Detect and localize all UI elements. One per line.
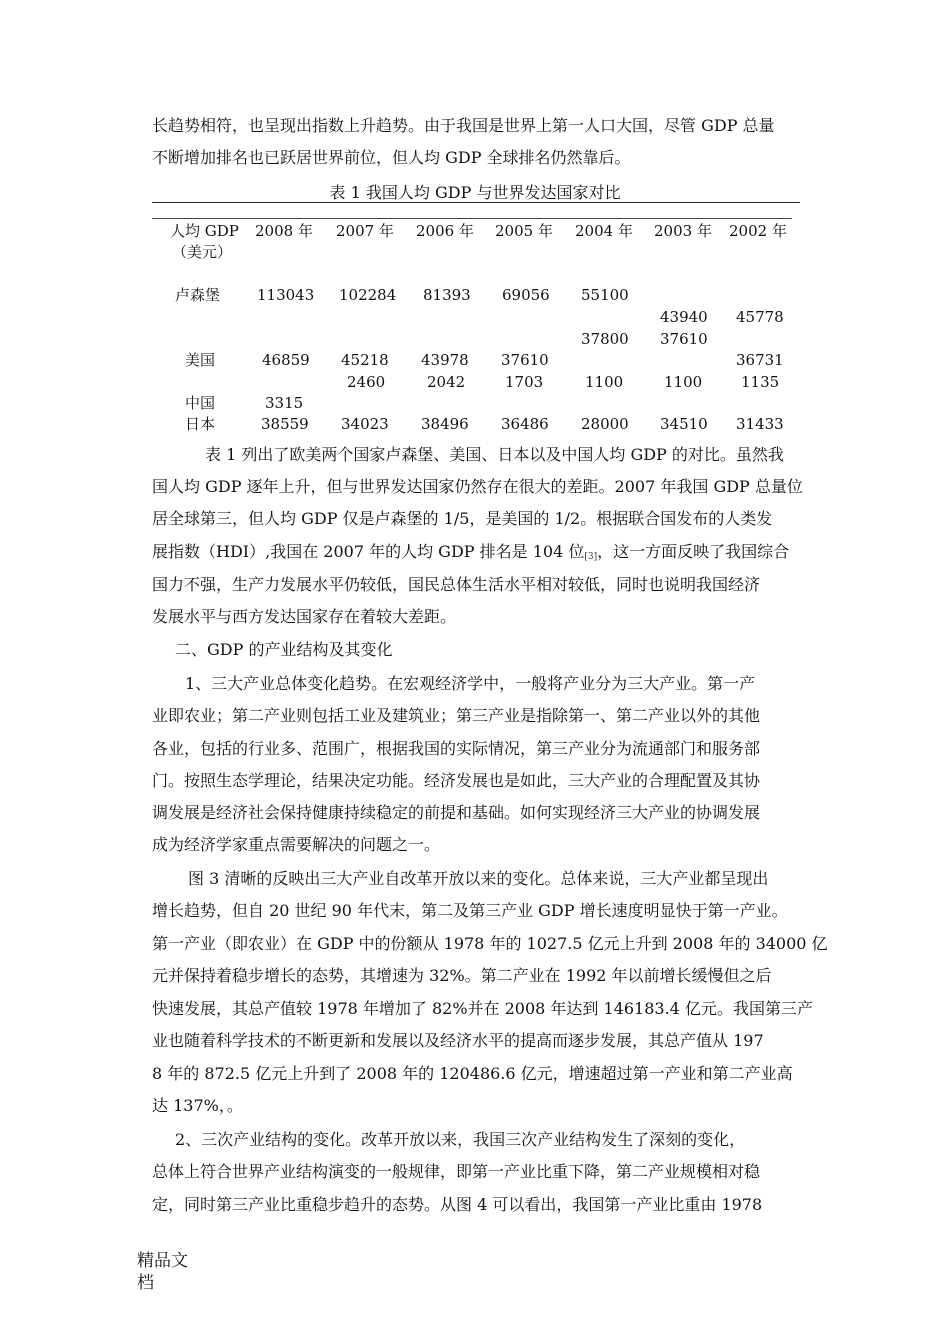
table-cell: 45778: [736, 308, 784, 326]
table-cell: 36486: [501, 415, 549, 433]
table-cell: 2042: [427, 373, 466, 391]
table-cell: 37610: [660, 330, 708, 348]
table-header-year: 2007 年: [336, 222, 394, 240]
table-row-label: 美国: [185, 351, 216, 369]
table-cell: 37610: [501, 351, 549, 369]
footer-line: 档: [137, 1273, 154, 1293]
body-text-line: 增长趋势，但自 20 世纪 90 年代末，第二及第三产业 GDP 增长速度明显快于第一产业。: [152, 901, 788, 920]
table-cell: 1703: [505, 373, 544, 391]
table-cell: 36731: [736, 351, 784, 369]
body-text-line: 门。按照生态学理论，结果决定功能。经济发展也是如此，三大产业的合理配置及其协: [152, 771, 761, 790]
body-text-line: 总体上符合世界产业结构演变的一般规律，即第一产业比重下降，第二产业规模相对稳: [152, 1162, 761, 1181]
body-text-line: 居全球第三，但人均 GDP 仅是卢森堡的 1/5，是美国的 1/2。根据联合国发布的人类发: [152, 509, 773, 528]
table-row-label: 日本: [185, 415, 216, 433]
footer-label: [137, 1250, 188, 1294]
table-row-label: 卢森堡: [175, 286, 221, 304]
body-text-line: 不断增加排名也已跃居世界前位，但人均 GDP 全球排名仍然靠后。: [152, 148, 631, 167]
table-cell: 38559: [261, 415, 309, 433]
body-text-line: 国人均 GDP 逐年上升，但与世界发达国家仍然存在很大的差距。2007 年我国 GDP 总量位: [152, 477, 803, 496]
table-header-year: 2002 年: [729, 222, 787, 240]
body-text-line: 第一产业（即农业）在 GDP 中的份额从 1978 年的 1027.5 亿元上升到 2008 年的 34000 亿: [152, 934, 828, 953]
table-cell: 34023: [341, 415, 389, 433]
citation-marker: [3]: [584, 552, 598, 562]
body-text-segment: 展指数（HDI）,我国在 2007 年的人均 GDP 排名是 104 位: [152, 542, 585, 561]
body-text-line: 业也随着科学技术的不断更新和发展以及经济水平的提高而逐步发展，其总产值从 197: [152, 1031, 764, 1050]
table-header-year: 2006 年: [416, 222, 474, 240]
table-cell: 34510: [660, 415, 708, 433]
table-cell: 1100: [664, 373, 703, 391]
table-cell: 46859: [262, 351, 310, 369]
table-row-label: 中国: [185, 394, 216, 412]
body-text-line: 国力不强，生产力发展水平仍较低，国民总体生活水平相对较低，同时也说明我国经济: [152, 575, 761, 594]
body-text-line: 长趋势相符，也呈现出指数上升趋势。由于我国是世界上第一人口大国，尽管 GDP 总量: [152, 116, 775, 135]
table-cell: 113043: [257, 286, 315, 304]
table-header-unit: （美元）: [172, 243, 233, 261]
body-text-line: [152, 542, 789, 567]
table-caption: 表 1 我国人均 GDP 与世界发达国家对比: [329, 183, 621, 202]
body-text-segment: ，这一方面反映了我国综合: [597, 542, 790, 561]
body-text-line: 调发展是经济社会保持健康持续稳定的前提和基础。如何实现经济三大产业的协调发展: [152, 803, 761, 822]
table-header-rule: [152, 218, 792, 219]
table-cell: 55100: [581, 286, 629, 304]
table-cell: 1100: [585, 373, 624, 391]
table-cell: 45218: [341, 351, 389, 369]
table-header-year: 2008 年: [255, 222, 313, 240]
body-text-line: 达 137%，。: [152, 1096, 243, 1115]
body-text-line: 业即农业；第二产业则包括工业及建筑业；第三产业是指除第一、第二产业以外的其他: [152, 706, 761, 725]
table-header-year: 2003 年: [654, 222, 712, 240]
body-text-line: 2、三次产业结构的变化。改革开放以来，我国三次产业结构发生了深刻的变化，: [175, 1130, 746, 1149]
table-header-label: 人均 GDP: [170, 222, 239, 240]
table-cell: 2460: [347, 373, 386, 391]
table-cell: 102284: [339, 286, 397, 304]
table-cell: 1135: [741, 373, 780, 391]
table-cell: 37800: [581, 330, 629, 348]
table-cell: 3315: [265, 394, 304, 412]
body-text-line: 成为经济学家重点需要解决的问题之一。: [152, 835, 441, 854]
table-cell: 31433: [736, 415, 784, 433]
body-text-line: 8 年的 872.5 亿元上升到了 2008 年的 120486.6 亿元，增速超过第一产业和第二产业高: [152, 1064, 793, 1083]
body-text-line: 1、三大产业总体变化趋势。在宏观经济学中，一般将产业分为三大产业。第一产: [185, 674, 756, 693]
body-text-line: 快速发展，其总产值较 1978 年增加了 82%并在 2008 年达到 146183.4 亿元。我国第三产: [152, 999, 813, 1018]
table-cell: 81393: [423, 286, 471, 304]
table-header-year: 2005 年: [495, 222, 553, 240]
table-cell: 43978: [421, 351, 469, 369]
table-header-year: 2004 年: [575, 222, 633, 240]
table-top-rule: [152, 202, 800, 203]
body-text-line: 定，同时第三产业比重稳步趋升的态势。从图 4 可以看出，我国第一产业比重由 1978: [152, 1195, 763, 1214]
body-text-line: 图 3 清晰的反映出三大产业自改革开放以来的变化。总体来说，三大产业都呈现出: [188, 869, 769, 888]
table-cell: 28000: [581, 415, 629, 433]
footer-line: 精品文: [137, 1251, 188, 1271]
body-text-line: 元并保持着稳步增长的态势，其增速为 32%。第二产业在 1992 年以前增长缓慢但之后: [152, 966, 772, 985]
table-cell: 43940: [660, 308, 708, 326]
section-heading: 二、GDP 的产业结构及其变化: [175, 640, 393, 659]
table-cell: 69056: [502, 286, 550, 304]
body-text-line: 发展水平与西方发达国家存在着较大差距。: [152, 607, 457, 626]
body-text-line: 各业，包括的行业多、范围广，根据我国的实际情况，第三产业分为流通部门和服务部: [152, 739, 761, 758]
table-cell: 38496: [421, 415, 469, 433]
body-text-line: 表 1 列出了欧美两个国家卢森堡、美国、日本以及中国人均 GDP 的对比。虽然我: [205, 445, 784, 464]
